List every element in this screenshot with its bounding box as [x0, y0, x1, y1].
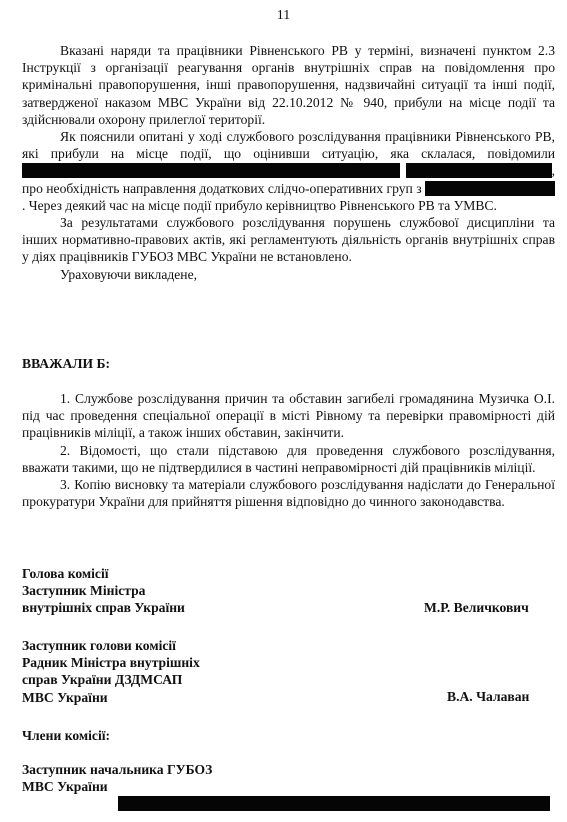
redaction-bar	[22, 163, 400, 178]
signature-member-line-1: Заступник начальника ГУБОЗ	[22, 762, 213, 777]
paragraph-2-part-2: , про необхідність направлення додаткових слідчо-оперативних груп з	[22, 163, 555, 196]
redaction-bar	[118, 796, 550, 811]
signature-chairman-line-3: внутрішніх справ України	[22, 600, 185, 616]
signature-chairman-line-2: Заступник Міністра	[22, 583, 146, 599]
resolution-heading: ВВАЖАЛИ Б:	[22, 356, 110, 371]
paragraph-3: За результатами службового розслідування порушень службової дисципліни та інших нормативно-правових актів, які регламентують діяльність органів внутрішніх справ у діях працівників ГУБОЗ МВС України не встановлено.	[22, 215, 555, 265]
signature-deputy-line-3: справ України ДЗДМСАП	[22, 672, 183, 688]
resolution-item-1: 1. Службове розслідування причин та обставин загибелі громадянина Музичка О.І. під час проведення спеціальної операції в місті Рівному та перевірки правомірності дій працівників міліції, а також інших обставин, закінчити.	[22, 391, 555, 441]
signature-deputy-chairman	[22, 637, 200, 706]
page-number: 11	[276, 8, 291, 23]
signature-member	[22, 761, 212, 795]
signature-deputy-line-1: Заступник голови комісії	[22, 638, 176, 653]
members-label: Члени комісії:	[22, 728, 111, 743]
document-body	[22, 42, 555, 283]
resolution-item-2: 2. Відомості, що стали підставою для проведення службового розслідування, вважати такими, що не підтвердилися в частині неправомірності дій працівників міліції.	[22, 442, 555, 475]
signature-deputy-line-2: Радник Міністра внутрішніх	[22, 655, 200, 671]
signature-deputy-name: В.А. Чалаван	[447, 689, 530, 704]
paragraph-1: Вказані наряди та працівники Рівненського РВ у терміні, визначені пунктом 2.3 Інструкції з організації реагування органів внутрішніх справ на повідомлення про кримінальні правопорушення, інші правопорушення, надзвичайні ситуації та інші події, затвердженої наказом МВС України від 22.10.2012 № 940, прибули на місце події та здійснювали охорону прилеглої території.	[22, 43, 555, 127]
redaction-bar	[406, 163, 552, 178]
paragraph-2-part-1: Як пояснили опитані у ході службового розслідування працівники Рівненського РВ, які прибули на місце події, що оцінивши ситуацію, яка склалася, повідомили	[22, 129, 555, 162]
signature-member-line-2: МВС України	[22, 779, 108, 795]
paragraph-2	[22, 128, 555, 214]
resolution-item-3: 3. Копію висновку та матеріали службового розслідування надіслати до Генеральної прокуратури України для прийняття рішення відповідно до чинного законодавства.	[22, 477, 555, 510]
signature-chairman-line-1: Голова комісії	[22, 566, 109, 581]
redaction-bar	[425, 181, 555, 196]
signature-deputy-line-4: МВС України	[22, 689, 108, 705]
signature-chairman	[22, 565, 185, 617]
resolution-items	[22, 390, 555, 510]
signature-chairman-name: М.Р. Величкович	[424, 600, 529, 615]
paragraph-2-part-3: . Через деякий час на місце події прибуло керівництво Рівненського РВ та УМВС.	[22, 197, 497, 213]
paragraph-4: Ураховуючи викладене,	[60, 266, 198, 282]
